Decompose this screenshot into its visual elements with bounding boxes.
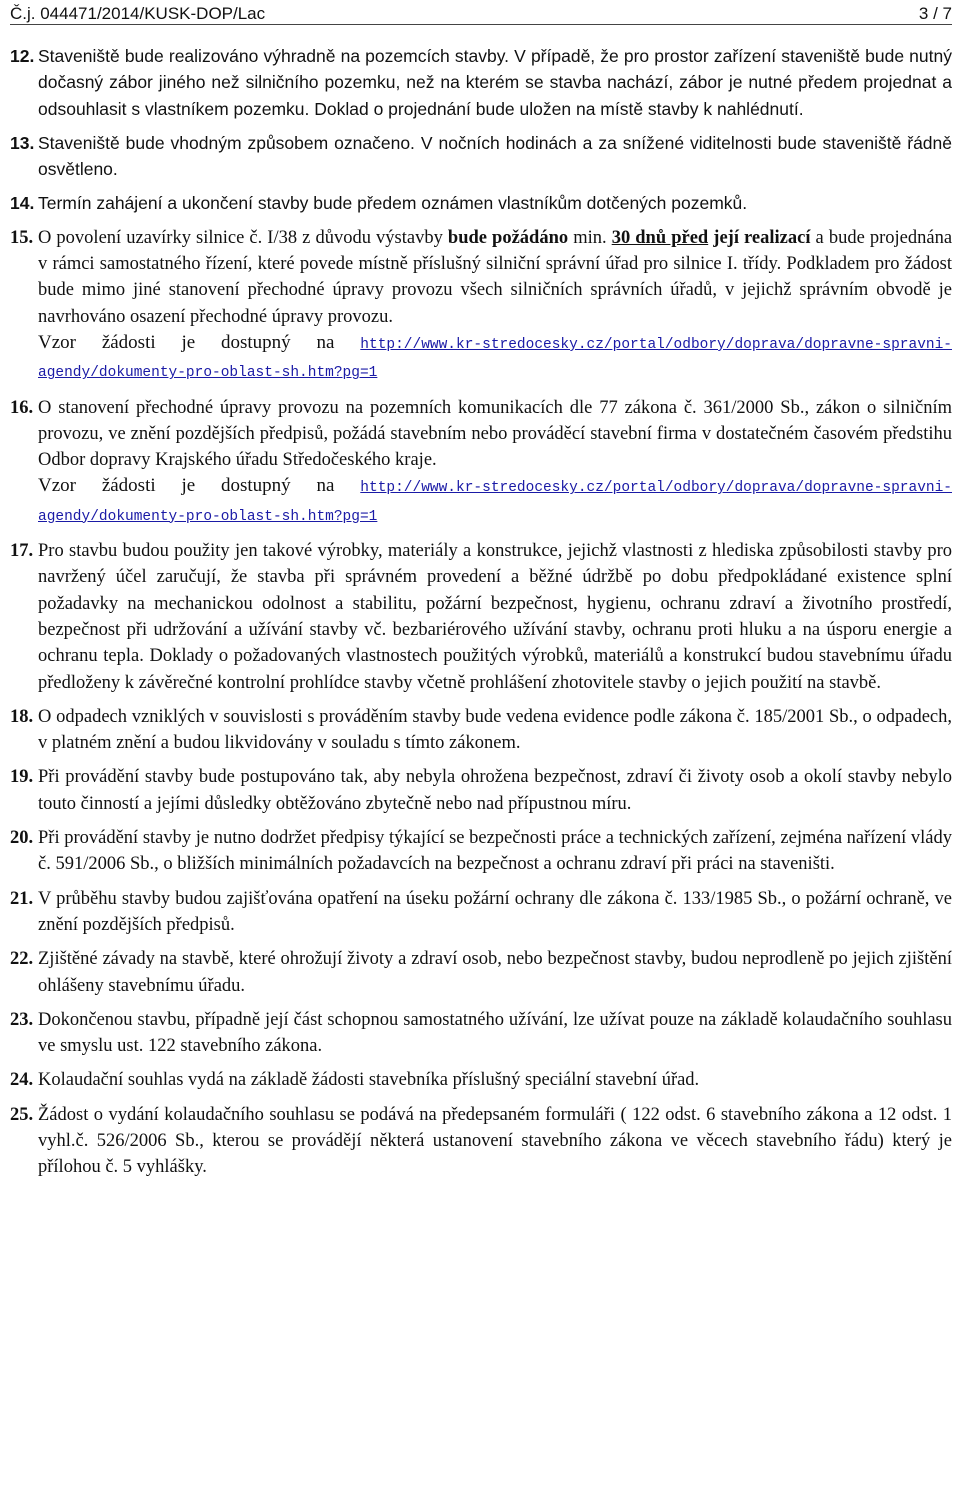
item-number: 21. xyxy=(10,888,34,909)
item-text: Pro stavbu budou použity jen takové výrobky, materiály a konstrukce, jejichž vlastnosti z hlediska způsobilosti stavby pro navržený účel zaručují, že stavba při správném provedení a běžné údržbě po dobu předpokládané existence splní požadavky na mechanickou odolnost a stabilitu, požární bezpečnost, hygienu, ochranu zdraví a životního prostředí, bezpečnost při udržování a užívání stavby vč. bezbariérového užívání stavby, ochranu proti hluku a na úsporu energie a ochranu tepla. Doklady o požadovaných vlastnostech použitých výrobků, materiálů a konstrukcí budou stavebnímu úřadu předloženy k závěrečné kontrolní prohlídce stavby včetně prohlášení zhotovitele stavby o jejich použití na stavbě. xyxy=(38,541,952,693)
form-template-note: Vzor žádosti je dostupný na http://www.kr-stredocesky.cz/portal/odbory/doprava/dopravne-spravni-agendy/dokumenty-pro-oblast-sh.htm?pg=1 xyxy=(38,331,952,382)
item-number: 22. xyxy=(10,949,34,970)
condition-12 xyxy=(10,43,952,122)
item-number: 14. xyxy=(10,193,35,214)
item-text: Kolaudační souhlas vydá na základě žádosti stavebníka příslušný speciální stavební úřad. xyxy=(38,1070,700,1091)
condition-21 xyxy=(10,886,952,939)
item-text: Staveniště bude vhodným způsobem označeno. V nočních hodinách a za snížené viditelnosti bude staveniště řádně osvětleno. xyxy=(38,132,952,180)
page-number: 3 / 7 xyxy=(918,4,952,23)
item-number: 25. xyxy=(10,1104,34,1125)
item-text: O stanovení přechodné úpravy provozu na pozemních komunikacích dle 77 zákona č. 361/2000 Sb., zákon o silničním provozu, ve znění pozdějších předpisů, požádá stavebním nebo prováděcí stavební firma v dostatečném časovém předstihu Odbor dopravy Krajského úřadu Středočeského kraje. xyxy=(38,397,952,471)
item-text: Termín zahájení a ukončení stavby bude předem oznámen vlastníkům dotčených pozemků. xyxy=(38,193,748,214)
form-template-note: Vzor žádosti je dostupný na http://www.kr-stredocesky.cz/portal/odbory/doprava/dopravne-spravni-agendy/dokumenty-pro-oblast-sh.htm?pg=1 xyxy=(38,475,952,525)
item-text: Při provádění stavby je nutno dodržet předpisy týkající se bezpečnosti práce a technických zařízení, zejména nařízení vlády č. 591/2006 Sb., o bližších minimálních požadavcích na bezpečnost a ochranu zdraví při práci na staveništi. xyxy=(38,828,952,875)
item-text: Dokončenou stavbu, případně její část schopnou samostatného užívání, lze užívat pouze na základě kolaudačního souhlasu ve smyslu ust. 122 stavebního zákona. xyxy=(38,1009,952,1057)
item-text: Při provádění stavby bude postupováno tak, aby nebyla ohrožena bezpečnost, zdraví či životy osob a okolí stavby nebylo touto činností a jejími důsledky obtěžováno zbytečně nebo nad přípustnou míru. xyxy=(38,767,952,814)
conditions-list xyxy=(10,43,952,1189)
item-text: O povolení uzavírky silnice č. I/38 z důvodu výstavby bude požádáno min. 30 dnů před její realizací a bude projednána v rámci samostatného řízení, které povede místně příslušný silniční správní úřad pro silnice I. třídy. Podkladem pro žádost bude mimo jiné stanovení přechodné úpravy provozu všech silničních správních úřadů, v jejichž správním obvodě je navrhováno osazení přechodné úpravy provozu. xyxy=(38,227,953,327)
condition-22 xyxy=(10,946,952,999)
item-text: Zjištěné závady na stavbě, které ohrožují životy a zdraví osob, nebo bezpečnost stavby, budou neprodleně po jejich zjištění ohlášeny stavebnímu úřadu. xyxy=(38,949,952,996)
item-number: 20. xyxy=(10,828,34,849)
item-number: 13. xyxy=(10,132,35,153)
item-number: 16. xyxy=(10,397,34,418)
condition-13 xyxy=(10,130,952,183)
condition-17 xyxy=(10,538,952,696)
reference-number: Č.j. 044471/2014/KUSK-DOP/Lac xyxy=(10,4,266,23)
form-template-link[interactable]: http://www.kr-stredocesky.cz/portal/odbory/doprava/dopravne-spravni-agendy/dokumenty-pro-oblast-sh.htm?pg=1 xyxy=(38,336,952,382)
condition-18 xyxy=(10,704,952,757)
item-text: V průběhu stavby budou zajišťována opatření na úseku požární ochrany dle zákona č. 133/1985 Sb., o požární ochraně, ve znění pozdějších předpisů. xyxy=(38,888,952,935)
condition-20 xyxy=(10,825,952,878)
item-text: Staveniště bude realizováno výhradně na pozemcích stavby. V případě, že pro prostor zařízení staveniště bude nutný dočasný zábor jiného než silničního pozemku, než na kterém se stavba nachází, zábor je nutné předem projednat a odsouhlasit s vlastníkem pozemku. Doklad o projednání bude uložen na místě stavby k nahlédnutí. xyxy=(38,46,952,119)
item-number: 19. xyxy=(10,767,34,788)
condition-24 xyxy=(10,1067,952,1093)
condition-23 xyxy=(10,1007,952,1060)
condition-16 xyxy=(10,395,952,530)
item-number: 12. xyxy=(10,46,35,66)
form-template-link[interactable]: http://www.kr-stredocesky.cz/portal/odbory/doprava/dopravne-spravni-agendy/dokumenty-pro-oblast-sh.htm?pg=1 xyxy=(38,480,952,525)
item-text: O odpadech vzniklých v souvislosti s prováděním stavby bude vedena evidence podle zákona č. 185/2001 Sb., o odpadech, v platném znění a budou likvidovány v souladu s tímto zákonem. xyxy=(38,706,952,754)
condition-25 xyxy=(10,1102,952,1181)
condition-14 xyxy=(10,190,952,216)
condition-15 xyxy=(10,225,952,387)
condition-19 xyxy=(10,764,952,817)
page-header xyxy=(10,0,952,25)
item-number: 17. xyxy=(10,541,34,562)
item-number: 18. xyxy=(10,706,34,727)
item-number: 23. xyxy=(10,1009,34,1030)
item-text: Žádost o vydání kolaudačního souhlasu se podává na předepsaném formuláři ( 122 odst. 6 stavebního zákona a 12 odst. 1 vyhl.č. 526/2006 Sb., kterou se provádějí některá ustanovení stavebního zákona ve věcech stavebního řádu) který je přílohou č. 5 vyhlášky. xyxy=(38,1104,952,1178)
document-page xyxy=(10,0,953,1178)
item-number: 24. xyxy=(10,1070,34,1091)
item-number: 15. xyxy=(10,227,34,248)
